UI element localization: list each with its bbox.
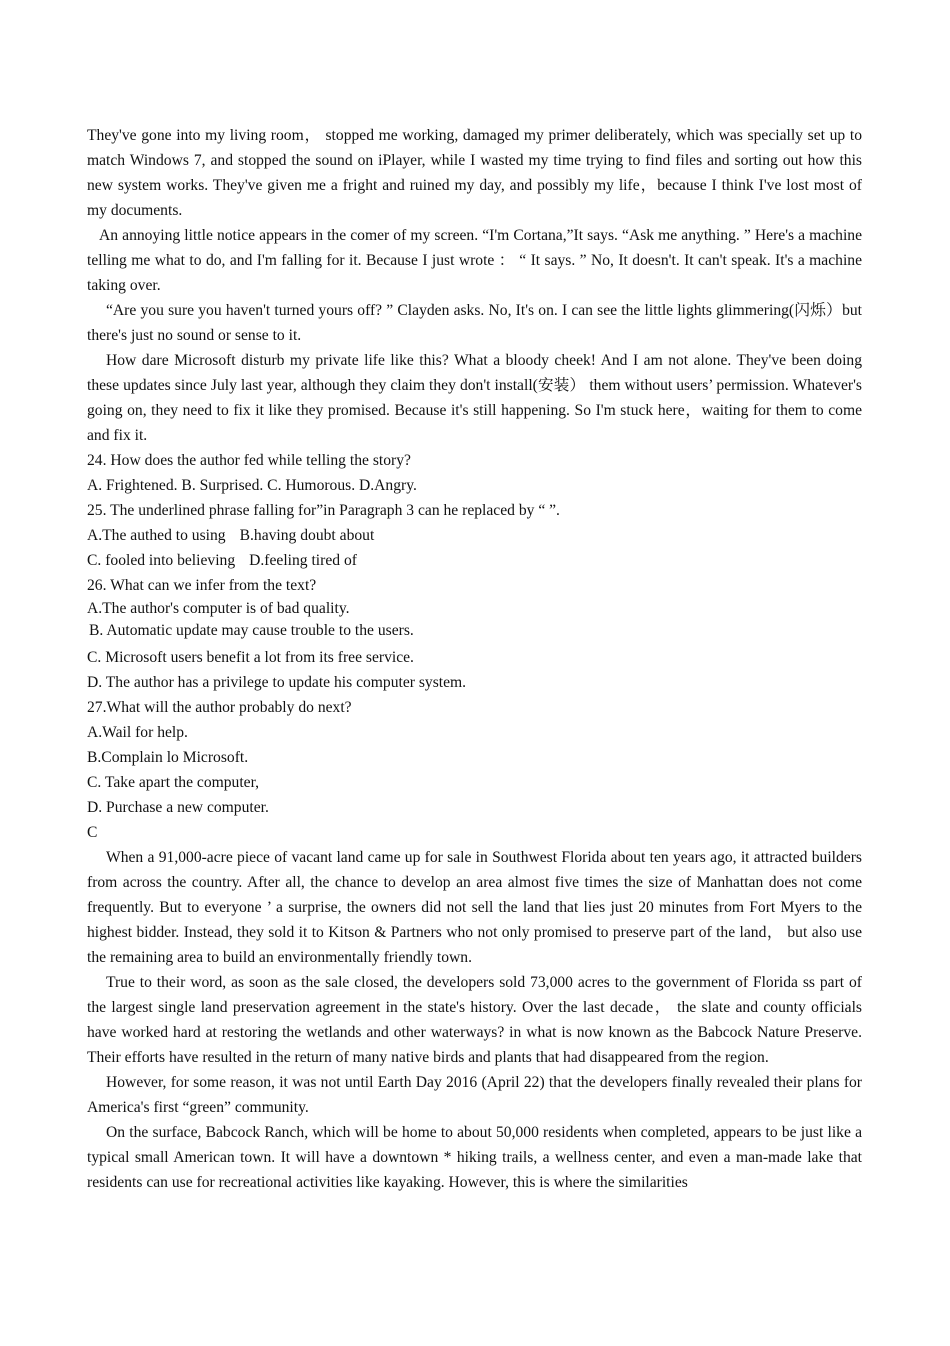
question-27-option-d: D. Purchase a new computer. (87, 799, 269, 816)
question-25-options-cd (87, 548, 862, 573)
question-24-options: A. Frightened. B. Surprised. C. Humorous. D.Angry. (87, 477, 417, 494)
question-26-option-d: D. The author has a privilege to update his computer system. (87, 674, 467, 691)
question-25-option-c: C. fooled into believing (87, 552, 236, 569)
question-26-option-b: B. Automatic update may cause trouble to the users. (89, 622, 414, 639)
question-27-stem: 27.What will the author probably do next? (87, 699, 352, 716)
question-24-stem: 24. How does the author fed while telling the story? (87, 452, 411, 469)
question-25-stem: 25. The underlined phrase falling for”in Paragraph 3 can he replaced by “ ”. (87, 502, 560, 519)
question-25-options-ab (87, 523, 862, 548)
question-26-stem: 26. What can we infer from the text? (87, 577, 317, 594)
question-26-option-c: C. Microsoft users benefit a lot from its free service. (87, 649, 414, 666)
passage-b-paragraph-3: “Are you sure you haven't turned yours off? ” Clayden asks. No, It's on. I can see the little lights glimmering(闪烁）but there's just no sound or sense to it. (87, 302, 862, 344)
passage-b-paragraph-2: An annoying little notice appears in the comer of my screen. “I'm Cortana,”It says. “Ask me anything. ” Here's a machine telling me what to do, and I'm falling for it. Because I just wrote ： “ It says. ” No, It doesn't. It can't speak. It's a machine taking over. (87, 227, 862, 294)
passage-c-paragraph-2: True to their word, as soon as the sale closed, the developers sold 73,000 acres to the government of Florida ss part of the largest single land preservation agreement in the state's history. Over the last decade， the slate and county officials have worked hard at restoring the wetlands and other waterways? in what is now known as the Babcock Nature Preserve. Their efforts have resulted in the return of many native birds and plants that had disappeared from the region. (87, 974, 862, 1066)
passage-b-paragraph-1: They've gone into my living room， stopped me working, damaged my primer deliberately, which was specially set up to match Windows 7, and stopped the sound on iPlayer, while I wasted my time trying to find files and sorting out how this new system works. They've given me a fright and ruined my day, and possibly my life，because I think I've lost most of my documents. (87, 127, 862, 219)
passage-c-paragraph-3: However, for some reason, it was not until Earth Day 2016 (April 22) that the developers finally revealed their plans for America's first “green” community. (87, 1074, 862, 1116)
question-25-option-d: D.feeling tired of (249, 552, 357, 569)
passage-c-paragraph-4: On the surface, Babcock Ranch, which will be home to about 50,000 residents when completed, appears to be just like a typical small American town. It will have a downtown * hiking trails, a wellness center, and even a man-made lake that residents can use for recreational activities like kayaking. However, this is where the similarities (87, 1124, 862, 1191)
question-25-option-b: B.having doubt about (239, 527, 375, 544)
passage-c-paragraph-1: When a 91,000-acre piece of vacant land came up for sale in Southwest Florida about ten years ago, it attracted builders from across the country. After all, the chance to develop an area almost five times the size of Manhattan does not come frequently. But to everyone ’ a surprise, the owners did not sell the land that lies just 20 minutes from Fort Myers to the highest bidder. Instead, they sold it to Kitson & Partners who not only promised to preserve part of the land， but also use the remaining area to build an environmentally friendly town. (87, 849, 862, 966)
question-27-option-b: B.Complain lo Microsoft. (87, 749, 249, 766)
question-27-option-c: C. Take apart the computer, (87, 774, 260, 791)
question-25-option-a: A.The authed to using (87, 527, 226, 544)
passage-b-paragraph-4: How dare Microsoft disturb my private life like this? What a bloody cheek! And I am not alone. They've been doing these updates since July last year, although they claim they don't install(安装） them without users’ permission. Whatever's going on, they need to fix it like they promised. Because it's still happening. So I'm stuck here，waiting for them to come and fix it. (87, 352, 862, 444)
document-page (87, 123, 862, 1195)
section-c-label: C (87, 824, 98, 841)
question-26-option-a: A.The author's computer is of bad quality. (87, 600, 350, 617)
question-27-option-a: A.Wail for help. (87, 724, 188, 741)
